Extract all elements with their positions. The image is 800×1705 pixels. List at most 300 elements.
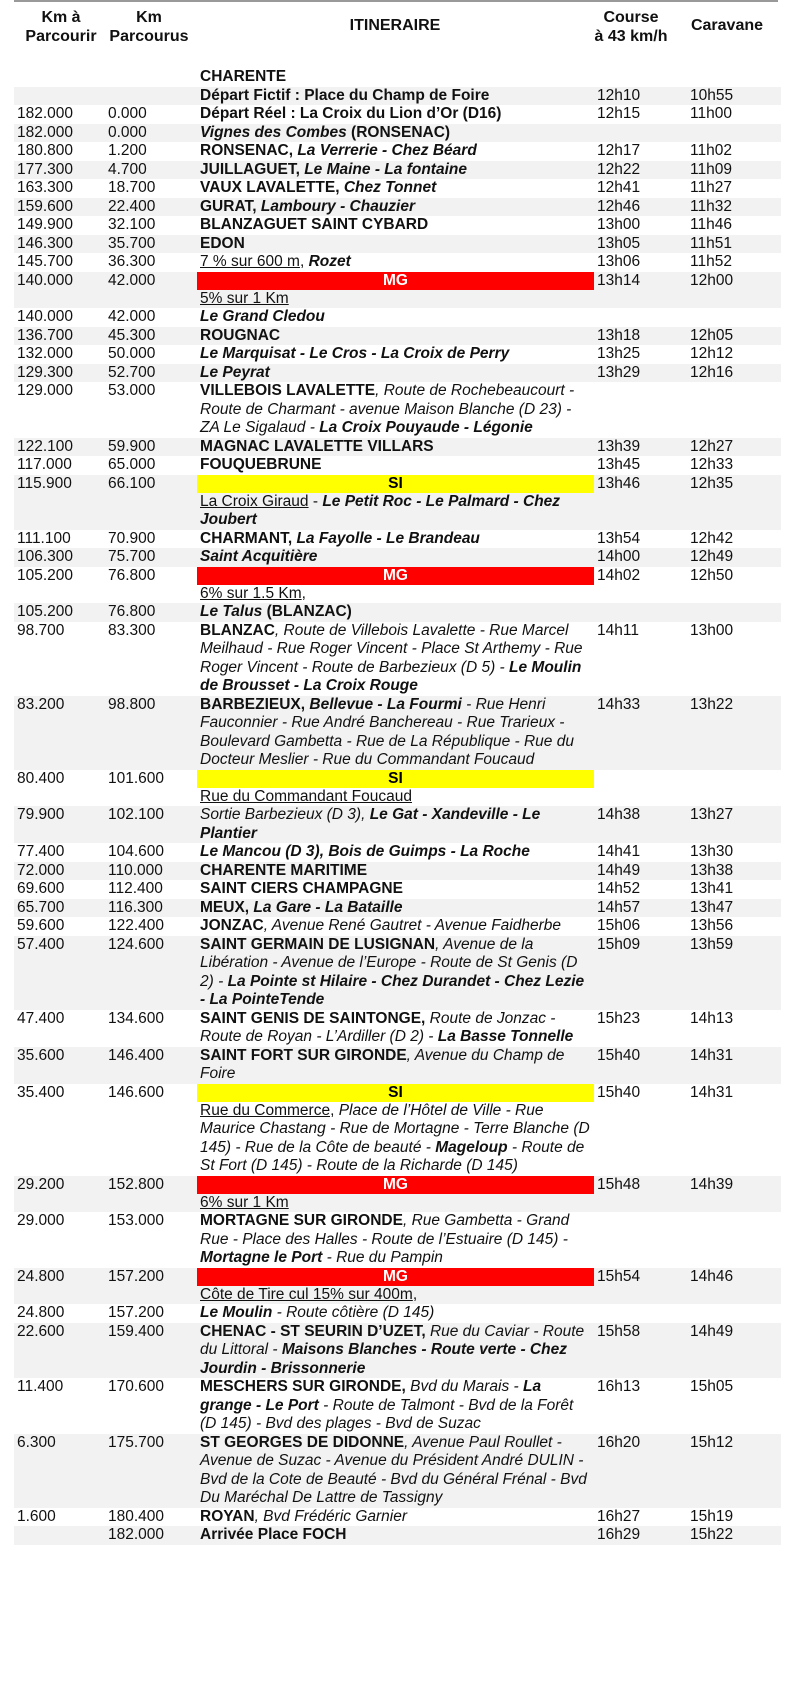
km-remaining-cell: 6.300 [14, 1434, 105, 1508]
km-done-cell: 83.300 [108, 621, 156, 639]
course-time-cell: 16h20 [594, 1434, 687, 1508]
itinerary-text: Rue du Commerce, [200, 1101, 335, 1119]
itinerary-row [14, 1304, 781, 1323]
itinerary-text: (BLANZAC) [262, 603, 352, 620]
km-done-cell: 36.300 [108, 253, 156, 270]
itinerary-cell [196, 917, 594, 936]
itinerary-text: 7 % sur 600 m [200, 253, 300, 270]
course-time-cell: 13h45 [597, 456, 641, 473]
itinerary-text: Départ Fictif : Place du Champ de Foire [200, 86, 490, 104]
km-done-cell: 0.000 [105, 124, 196, 143]
course-time-cell: 14h33 [594, 696, 687, 770]
caravan-time-cell: 11h46 [690, 216, 732, 233]
course-time-cell: 14h00 [594, 548, 687, 567]
itinerary-text: - Rue Henri Fauconnier - Rue André Banchereau - Rue Trarieux - Boulevard Gambetta - Rue de La République - Rue du Docteur Meslier - Rue du Commandant Foucaud [200, 695, 574, 768]
course-time-cell: 13h29 [594, 364, 687, 383]
itinerary-text: La grange - Le Port [200, 1378, 542, 1414]
itinerary-text: Mageloup [435, 1138, 508, 1156]
km-done-cell [105, 87, 196, 106]
itinerary-row [14, 603, 781, 622]
itinerary-cell [196, 142, 594, 161]
itinerary-text: Le Petit Roc - Le Palmard - Chez Joubert [200, 492, 561, 528]
itinerary-row [14, 567, 781, 604]
itinerary-text: , Rue Gambetta - Grand Rue - Place des Halles - Route de l’Estuaire (D 145) - [200, 1212, 570, 1248]
itinerary-text: Le Marquisat - Le Cros - La Croix de Perry [200, 345, 510, 362]
itinerary-cell [196, 475, 594, 530]
km-done-cell: 66.100 [105, 475, 196, 530]
itinerary-row [14, 438, 781, 457]
itinerary-row [14, 1084, 781, 1176]
km-done-cell: 22.400 [105, 198, 196, 217]
km-remaining-cell: 24.800 [17, 1304, 65, 1321]
course-time-cell [594, 382, 687, 438]
caravan-time-cell: 13h00 [690, 621, 734, 639]
course-time-cell: 12h15 [597, 105, 641, 122]
itinerary-text: Mortagne le Port [200, 1249, 323, 1266]
itinerary-row [14, 179, 781, 198]
caravan-time-cell: 14h46 [687, 1268, 781, 1305]
km-done-cell: 112.400 [108, 880, 163, 897]
km-done-cell: 170.600 [108, 1378, 165, 1395]
itinerary-text: CHARENTE [200, 68, 287, 85]
km-remaining-cell: 129.300 [14, 364, 105, 383]
caravan-time-cell: 13h30 [690, 843, 734, 860]
course-time-cell: 15h06 [597, 917, 641, 934]
itinerary-text: Départ Réel : La Croix du Lion d’Or (D16) [200, 105, 502, 122]
itinerary-text: Le Moulin [200, 1304, 273, 1321]
km-remaining-cell: 136.700 [14, 327, 105, 346]
itinerary-text: Bellevue - La Fourmi [309, 695, 462, 713]
header-course [586, 8, 676, 46]
km-done-cell: 50.000 [108, 345, 156, 362]
itinerary-cell [196, 936, 594, 1010]
itinerary-text: , Avenue Paul Roullet - Avenue de Suzac - Avenue du Président André DULIN - Bvd de la Cote de Beauté - Bvd du Général Frénal - Bvd Du Maréchal De Lattre de Tassigny [200, 1433, 587, 1506]
itinerary-row [14, 1047, 781, 1084]
itinerary-cell [196, 1047, 594, 1084]
km-done-cell: 101.600 [108, 769, 165, 787]
itinerary-rows [14, 68, 781, 1545]
itinerary-text: MAGNAC LAVALETTE VILLARS [200, 437, 434, 455]
itinerary-row [14, 253, 781, 272]
km-done-cell: 4.700 [105, 161, 196, 180]
itinerary-text: Chez Tonnet [343, 179, 437, 196]
itinerary-text: SAINT GERMAIN DE LUSIGNAN [200, 935, 436, 953]
itinerary-cell [196, 308, 594, 327]
mountain-prize-badge: MG [197, 567, 594, 585]
itinerary-text: RONSENAC, [200, 142, 298, 159]
itinerary-cell [196, 1010, 594, 1047]
km-remaining-cell: 79.900 [14, 806, 105, 843]
km-remaining-cell: 29.000 [17, 1212, 65, 1229]
km-done-cell: 42.000 [105, 272, 196, 309]
course-time-cell: 14h57 [594, 899, 687, 918]
caravan-time-cell: 15h12 [687, 1434, 781, 1508]
header-itineraire: ITINERAIRE [349, 17, 441, 34]
itinerary-cell [196, 253, 594, 272]
itinerary-cell [196, 1176, 594, 1213]
mountain-prize-badge: MG [197, 272, 594, 290]
course-time-cell: 12h10 [594, 87, 687, 106]
itinerary-cell [196, 1212, 594, 1268]
km-remaining-cell: 146.300 [14, 235, 105, 254]
course-time-cell: 16h27 [597, 1507, 641, 1525]
itinerary-text: JONZAC [200, 917, 264, 934]
itinerary-cell [196, 1304, 594, 1323]
km-remaining-cell: 115.900 [14, 475, 105, 530]
itinerary-text: Le Grand Cledou [200, 308, 325, 325]
itinerary-cell [196, 1378, 594, 1434]
km-remaining-cell: 24.800 [14, 1268, 105, 1305]
itinerary-table [14, 68, 781, 1545]
sprint-badge: SI [197, 1084, 594, 1102]
km-remaining-cell: 65.700 [14, 899, 105, 918]
course-time-cell: 13h14 [594, 272, 687, 309]
course-time-cell: 14h11 [597, 621, 639, 639]
itinerary-row [14, 198, 781, 217]
itinerary-text: SAINT CIERS CHAMPAGNE [200, 880, 403, 897]
caravan-time-cell: 12h27 [687, 438, 781, 457]
itinerary-text: La Basse Tonnelle [437, 1028, 574, 1045]
caravan-time-cell: 12h05 [687, 327, 781, 346]
itinerary-row [14, 770, 781, 807]
km-done-cell: 180.400 [108, 1507, 165, 1525]
course-time-cell: 15h40 [594, 1047, 687, 1084]
km-done-cell: 70.900 [108, 529, 156, 547]
caravan-time-cell: 12h16 [687, 364, 781, 383]
itinerary-row [14, 548, 781, 567]
itinerary-text: Le Peyrat [200, 363, 270, 381]
itinerary-text: Le Mancou (D 3), Bois de Guimps - La Roche [200, 843, 530, 860]
km-remaining-cell: 83.200 [14, 696, 105, 770]
caravan-time-cell: 11h52 [690, 253, 732, 270]
itinerary-text: Le Maine - La fontaine [304, 160, 467, 178]
itinerary-cell [196, 68, 594, 87]
itinerary-cell [196, 862, 594, 881]
itinerary-row [14, 1378, 781, 1434]
km-done-cell: 0.000 [108, 105, 147, 122]
course-time-cell: 14h38 [594, 806, 687, 843]
itinerary-cell [196, 198, 594, 217]
itinerary-text: , Route de Villebois Lavalette - Rue Marcel Meilhaud - Rue Roger Vincent - Place St Arthemy - Rue Roger Vincent - Route de Barbezieux (D 5) - [200, 621, 583, 676]
itinerary-text: 6% sur 1.5 Km [200, 584, 302, 602]
header-km-a-parcourir [14, 8, 108, 46]
km-remaining-cell: 59.600 [17, 917, 65, 934]
itinerary-text: Côte de Tire cul 15% sur 400m [200, 1285, 413, 1303]
itinerary-text: La Croix Pouyaude - Légonie [319, 419, 533, 436]
km-remaining-cell: 57.400 [14, 936, 105, 1010]
km-remaining-cell: 105.200 [17, 566, 74, 584]
course-time-cell: 14h41 [597, 843, 641, 860]
km-remaining-cell: 117.000 [17, 456, 72, 473]
km-remaining-cell: 105.200 [14, 603, 105, 622]
itinerary-row [14, 68, 781, 87]
itinerary-row [14, 105, 781, 124]
km-remaining-cell: 145.700 [17, 253, 74, 270]
km-done-cell: 76.800 [105, 603, 196, 622]
itinerary-text: Route de Jonzac - Route de Royan - L’Ardiller (D 2) - [200, 1009, 556, 1045]
course-time-cell: 13h00 [597, 216, 641, 233]
km-remaining-cell [14, 68, 105, 87]
km-remaining-cell: 1.600 [17, 1507, 56, 1525]
km-done-cell: 75.700 [105, 548, 196, 567]
itinerary-row [14, 308, 781, 327]
itinerary-row [14, 124, 781, 143]
itinerary-text: , Avenue de la Libération - Avenue de l’Europe - Route de St Genis (D 2) - [200, 935, 578, 990]
itinerary-row [14, 382, 781, 438]
caravan-time-cell: 14h13 [690, 1009, 734, 1027]
itinerary-row [14, 936, 781, 1010]
course-time-cell: 13h05 [594, 235, 687, 254]
km-remaining-cell: 182.000 [14, 124, 105, 143]
itinerary-text: Bvd du Marais - [410, 1378, 523, 1395]
itinerary-row [14, 87, 781, 106]
itinerary-cell [196, 548, 594, 567]
caravan-time-cell [687, 124, 781, 143]
km-done-cell: 152.800 [105, 1176, 196, 1213]
caravan-time-cell: 14h39 [687, 1176, 781, 1213]
itinerary-text: Rozet [308, 253, 351, 270]
itinerary-text: Saint Acquitière [200, 548, 318, 565]
itinerary-text: VAUX LAVALETTE, [200, 179, 344, 196]
header-km-a-parcourir-line2: Parcourir [25, 28, 97, 45]
itinerary-row [14, 364, 781, 383]
itinerary-row [14, 345, 781, 364]
itinerary-cell [196, 530, 594, 549]
caravan-time-cell: 11h02 [690, 142, 732, 159]
caravan-time-cell: 11h32 [687, 198, 781, 217]
itinerary-text: MORTAGNE SUR GIRONDE [200, 1212, 403, 1229]
km-remaining-cell: 69.600 [17, 880, 65, 897]
itinerary-text: EDON [200, 234, 245, 252]
header-km-parcourus-line1: Km [136, 9, 162, 26]
itinerary-row [14, 272, 781, 309]
km-remaining-cell: 77.400 [17, 843, 65, 860]
caravan-time-cell [687, 770, 781, 807]
km-remaining-cell: 98.700 [17, 621, 65, 639]
km-remaining-cell: 22.600 [14, 1323, 105, 1379]
itinerary-cell [196, 1434, 594, 1508]
itinerary-cell [196, 770, 594, 807]
caravan-time-cell: 15h19 [690, 1507, 734, 1525]
itinerary-text: SAINT GENIS DE SAINTONGE, [200, 1009, 430, 1027]
km-done-cell: 42.000 [108, 308, 156, 325]
course-time-cell [594, 770, 687, 807]
itinerary-text: La Croix Giraud [200, 492, 309, 510]
km-done-cell: 146.600 [108, 1083, 165, 1101]
itinerary-text: CHARMANT, [200, 529, 297, 547]
caravan-time-cell: 13h47 [687, 899, 781, 918]
km-done-cell: 98.800 [105, 696, 196, 770]
km-done-cell: 59.900 [105, 438, 196, 457]
header-km-parcourus [102, 8, 196, 46]
km-done-cell: 175.700 [105, 1434, 196, 1508]
caravan-time-cell: 11h09 [687, 161, 781, 180]
km-done-cell [105, 68, 196, 87]
km-remaining-cell: 159.600 [14, 198, 105, 217]
km-remaining-cell: 35.400 [17, 1083, 65, 1101]
caravan-time-cell [687, 308, 781, 327]
km-remaining-cell: 80.400 [17, 769, 65, 787]
itinerary-cell [196, 880, 594, 899]
km-remaining-cell: 35.600 [14, 1047, 105, 1084]
caravan-time-cell: 13h59 [687, 936, 781, 1010]
itinerary-text: FOUQUEBRUNE [200, 456, 322, 473]
itinerary-text: Vignes des Combes [200, 123, 347, 141]
km-remaining-cell: 29.200 [14, 1176, 105, 1213]
itinerary-text: Rue du Commandant Foucaud [200, 787, 412, 805]
km-done-cell: 146.400 [105, 1047, 196, 1084]
course-time-cell: 13h25 [597, 345, 641, 362]
itinerary-row [14, 216, 781, 235]
itinerary-row [14, 1508, 781, 1527]
course-time-cell: 16h13 [597, 1378, 641, 1395]
table-header [0, 8, 800, 52]
course-time-cell: 15h58 [594, 1323, 687, 1379]
caravan-time-cell: 13h38 [687, 862, 781, 881]
km-remaining-cell: 163.300 [17, 179, 74, 196]
course-time-cell [594, 124, 687, 143]
course-time-cell: 15h09 [594, 936, 687, 1010]
caravan-time-cell: 14h49 [687, 1323, 781, 1379]
course-time-cell: 14h49 [594, 862, 687, 881]
itinerary-text: ST GEORGES DE DIDONNE [200, 1433, 405, 1451]
km-done-cell: 134.600 [108, 1009, 165, 1027]
km-done-cell: 122.400 [108, 917, 165, 934]
itinerary-cell [196, 382, 594, 438]
km-done-cell: 1.200 [108, 142, 147, 159]
itinerary-text: , [412, 1285, 418, 1303]
itinerary-text: GURAT, [200, 197, 261, 215]
itinerary-row [14, 456, 781, 475]
caravan-time-cell [687, 603, 781, 622]
itinerary-text: BLANZAGUET SAINT CYBARD [200, 216, 429, 233]
course-time-cell: 12h41 [597, 179, 641, 196]
km-remaining-cell: 132.000 [17, 345, 74, 362]
itinerary-cell [196, 216, 594, 235]
course-time-cell [594, 1304, 687, 1323]
course-time-cell: 16h29 [594, 1526, 687, 1545]
caravan-time-cell [687, 68, 781, 87]
km-done-cell: 153.000 [108, 1212, 165, 1229]
itinerary-text: Maisons Blanches - Route verte - Chez Jourdin - Brissonnerie [200, 1341, 567, 1377]
itinerary-text: La Fayolle - Le Brandeau [296, 529, 480, 547]
caravan-time-cell: 13h22 [687, 696, 781, 770]
itinerary-row [14, 1212, 781, 1268]
itinerary-cell [196, 124, 594, 143]
km-remaining-cell: 11.400 [17, 1378, 64, 1395]
itinerary-text: , [301, 584, 306, 602]
caravan-time-cell: 15h22 [687, 1526, 781, 1545]
itinerary-row [14, 161, 781, 180]
course-time-cell: 14h02 [597, 566, 641, 584]
itinerary-text: VILLEBOIS LAVALETTE [200, 382, 376, 399]
km-done-cell: 159.400 [105, 1323, 196, 1379]
itinerary-text: , [299, 253, 309, 270]
course-time-cell: 12h17 [597, 142, 641, 159]
itinerary-text: La Gare - La Bataille [253, 898, 403, 916]
km-remaining-cell: 182.000 [17, 105, 74, 122]
itinerary-cell [196, 438, 594, 457]
itinerary-text: Le Gat - Xandeville - Le Plantier [200, 806, 541, 842]
itinerary-text: Le Moulin de Brousset - La Croix Rouge [200, 658, 582, 694]
course-time-cell: 13h18 [594, 327, 687, 346]
caravan-time-cell [687, 1212, 781, 1268]
itinerary-text: - Route côtière (D 145) [272, 1304, 435, 1321]
course-time-cell: 13h46 [594, 475, 687, 530]
itinerary-text: Le Talus [200, 603, 263, 620]
itinerary-row [14, 622, 781, 696]
itinerary-text: 6% sur 1 Km [200, 1193, 289, 1211]
itinerary-row [14, 806, 781, 843]
caravan-time-cell: 12h00 [687, 272, 781, 309]
header-km-a-parcourir-line1: Km à [41, 9, 81, 26]
itinerary-row [14, 880, 781, 899]
itinerary-text: La Pointe st Hilaire - Chez Durandet - Chez Lezie - La PointeTende [200, 972, 585, 1008]
itinerary-cell [196, 843, 594, 862]
caravan-time-cell: 13h56 [690, 917, 734, 934]
caravan-time-cell [687, 1304, 781, 1323]
km-remaining-cell: 149.900 [17, 216, 74, 233]
caravan-time-cell: 12h33 [690, 456, 734, 473]
course-time-cell [594, 1212, 687, 1268]
caravan-time-cell: 12h49 [687, 548, 781, 567]
km-remaining-cell: 177.300 [14, 161, 105, 180]
course-time-cell: 15h23 [597, 1009, 641, 1027]
itinerary-row [14, 917, 781, 936]
itinerary-row [14, 1010, 781, 1047]
itinerary-cell [196, 235, 594, 254]
itinerary-row [14, 327, 781, 346]
km-remaining-cell: 140.000 [17, 308, 74, 325]
caravan-time-cell: 11h00 [690, 105, 732, 122]
itinerary-text: La Verrerie - Chez Béard [297, 142, 477, 159]
km-remaining-cell [14, 87, 105, 106]
itinerary-text: Rue du Caviar - Route du Littoral - [200, 1322, 585, 1358]
itinerary-cell [196, 364, 594, 383]
itinerary-text: BLANZAC [200, 621, 275, 639]
itinerary-cell [196, 87, 594, 106]
itinerary-row [14, 1526, 781, 1545]
km-done-cell: 110.000 [105, 862, 196, 881]
itinerary-row [14, 696, 781, 770]
sprint-badge: SI [197, 475, 594, 493]
itinerary-text: JUILLAGUET, [200, 160, 305, 178]
itinerary-row [14, 475, 781, 530]
itinerary-text: MESCHERS SUR GIRONDE, [200, 1378, 411, 1395]
itinerary-cell [196, 696, 594, 770]
caravan-time-cell: 14h31 [687, 1047, 781, 1084]
caravan-time-cell: 13h41 [690, 880, 734, 897]
km-done-cell: 157.200 [108, 1304, 165, 1321]
course-time-cell: 15h48 [594, 1176, 687, 1213]
km-remaining-cell: 180.800 [17, 142, 74, 159]
course-time-cell: 12h46 [594, 198, 687, 217]
km-remaining-cell: 111.100 [17, 529, 71, 547]
itinerary-row [14, 235, 781, 254]
km-remaining-cell [14, 1526, 105, 1545]
itinerary-text: Place de l’Hôtel de Ville - Rue Maurice Chastang - Rue de Mortagne - Terre Blanche (D 145) - Rue de la Côte de beauté - [200, 1101, 590, 1156]
itinerary-text: CHARENTE MARITIME [200, 861, 368, 879]
itinerary-cell [196, 345, 594, 364]
itinerary-row [14, 1176, 781, 1213]
header-course-line1: Course [603, 9, 659, 26]
itinerary-cell [196, 327, 594, 346]
km-done-cell: 35.700 [105, 235, 196, 254]
itinerary-cell [196, 105, 594, 124]
itinerary-cell [196, 1323, 594, 1379]
km-remaining-cell: 47.400 [17, 1009, 65, 1027]
itinerary-text: ROUGNAC [200, 326, 281, 344]
